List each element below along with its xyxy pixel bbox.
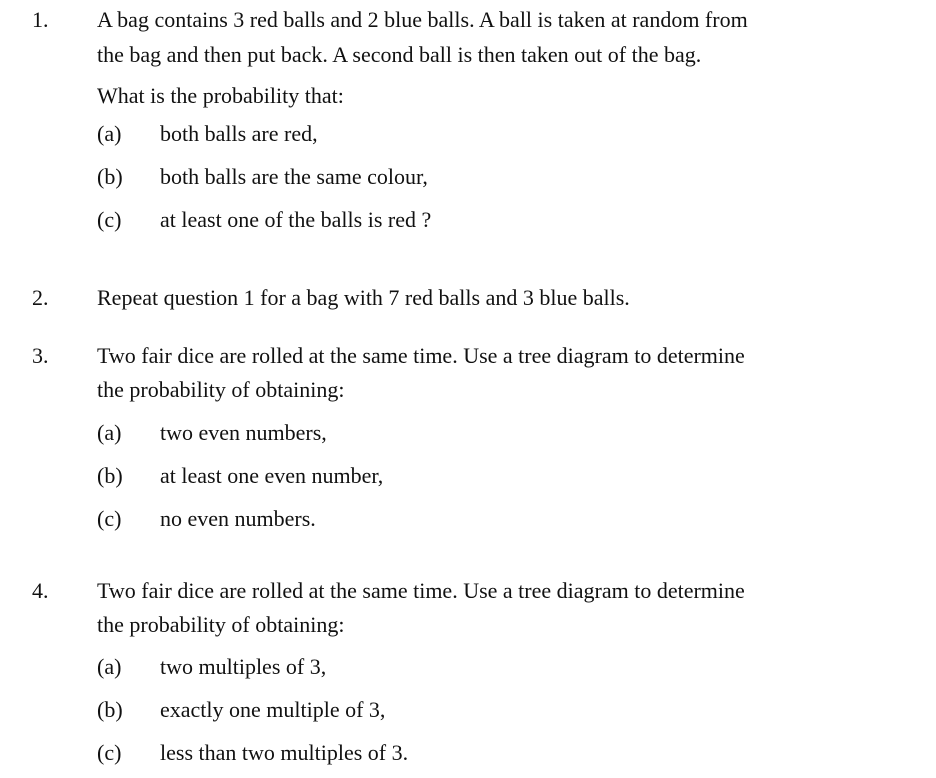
question-number: 1. [32, 7, 49, 32]
question-number: 4. [32, 578, 49, 603]
question-text-line: the probability of obtaining: [97, 377, 345, 402]
part-text: both balls are red, [160, 121, 318, 146]
question-text-line: the probability of obtaining: [97, 612, 345, 637]
question-text-line: What is the probability that: [97, 83, 344, 108]
part-text: two even numbers, [160, 420, 327, 445]
part-text: at least one of the balls is red ? [160, 207, 432, 232]
part-label: (b) [97, 463, 123, 488]
part-text: no even numbers. [160, 506, 316, 531]
part-text: exactly one multiple of 3, [160, 697, 386, 722]
question-text-line: the bag and then put back. A second ball is then taken out of the bag. [97, 42, 702, 67]
part-label: (c) [97, 207, 122, 232]
question-number: 2. [32, 285, 49, 310]
part-text: at least one even number, [160, 463, 384, 488]
question-text-line: Two fair dice are rolled at the same time. Use a tree diagram to determine [97, 578, 745, 603]
question-text-line: Two fair dice are rolled at the same time. Use a tree diagram to determine [97, 343, 745, 368]
part-label: (c) [97, 506, 122, 531]
part-label: (c) [97, 740, 122, 765]
part-label: (a) [97, 654, 122, 679]
question-text-line: Repeat question 1 for a bag with 7 red balls and 3 blue balls. [97, 285, 630, 310]
part-text: two multiples of 3, [160, 654, 327, 679]
part-label: (b) [97, 697, 123, 722]
part-label: (b) [97, 164, 123, 189]
question-number: 3. [32, 343, 49, 368]
question-text-line: A bag contains 3 red balls and 2 blue balls. A ball is taken at random from [97, 7, 748, 32]
part-text: both balls are the same colour, [160, 164, 428, 189]
part-text: less than two multiples of 3. [160, 740, 409, 765]
part-label: (a) [97, 420, 122, 445]
part-label: (a) [97, 121, 122, 146]
